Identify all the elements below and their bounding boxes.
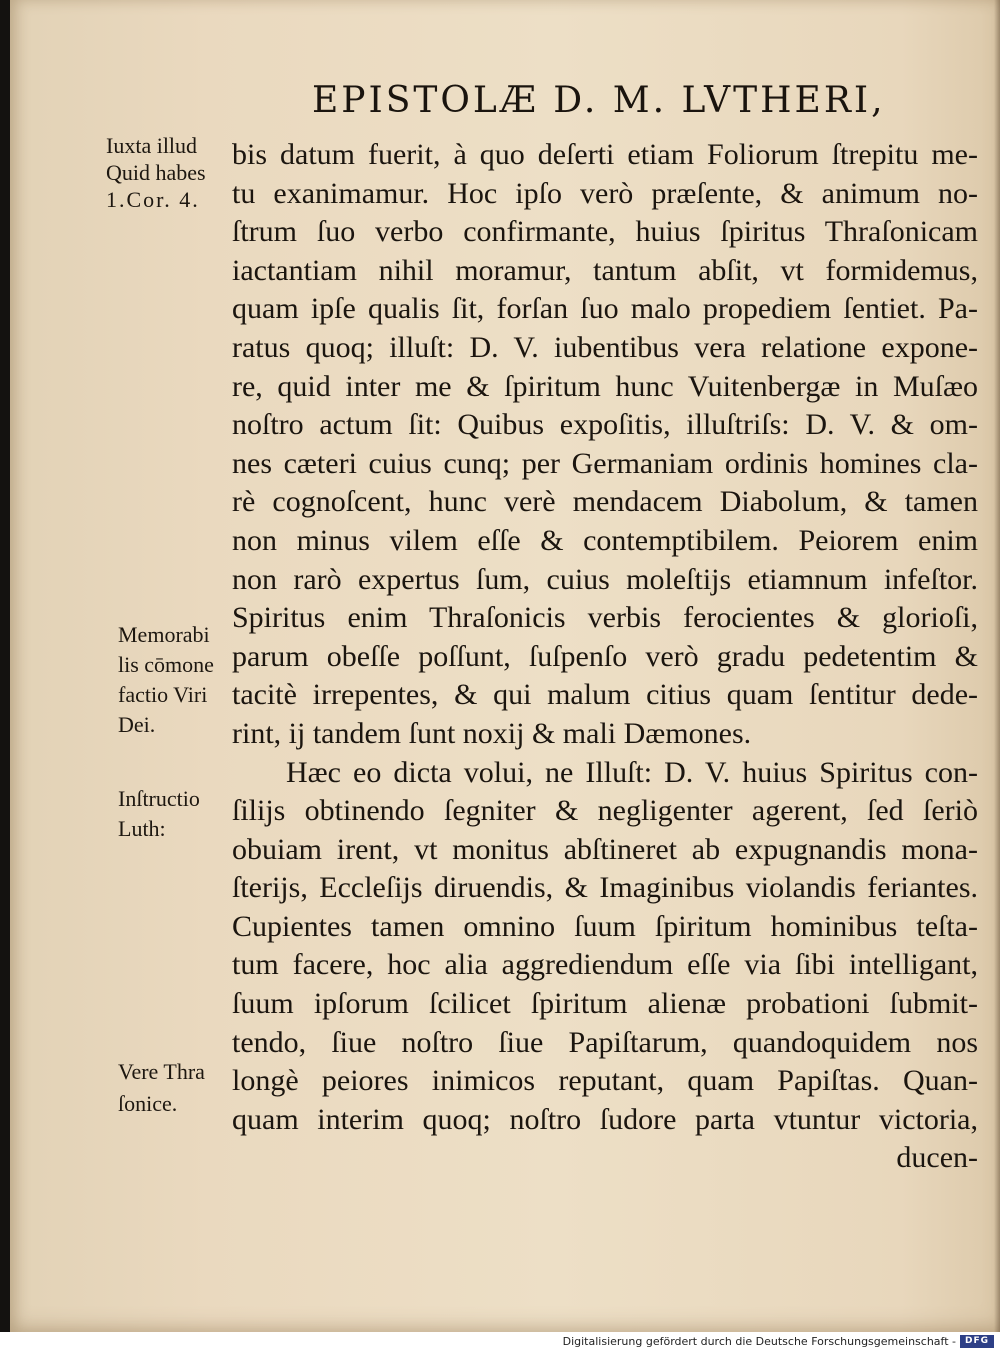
body-line: tendo, ſiue noſtro ſiue Papiſtarum, quandoquidem nos: [232, 1025, 978, 1059]
body-line-paragraph-start: Hæc eo dicta volui, ne Illuſt: D. V. huius Spiritus con-: [286, 755, 978, 789]
marginal-note-line: Memorabi: [118, 622, 210, 647]
body-line: ſilijs obtinendo ſegniter & negligenter agerent, ſed ſeriò: [232, 794, 978, 828]
body-line: ratus quoq; illuſt: D. V. iubentibus vera relatione expone-: [232, 330, 978, 364]
body-line: noſtro actum ſit: Quibus expoſitis, illuſtriſs: D. V. & om-: [232, 408, 978, 442]
marginal-note-vere-thrasonice: [118, 1056, 205, 1120]
marginal-note-line: Quid habes: [106, 160, 206, 185]
body-line: iactantiam nihil moramur, tantum abſit, vt formidemus,: [232, 253, 978, 287]
marginal-note-line: Iuxta illud: [106, 133, 198, 158]
body-line: nes cæteri cuius cunq; per Germaniam ordinis homines cla-: [232, 446, 978, 480]
digitization-footer: [0, 1332, 1000, 1352]
body-line: tum facere, hoc alia aggrediendum eſſe via ſibi intelligant,: [232, 948, 978, 982]
body-line: tu exanimamur. Hoc ipſo verò præſente, & animum no-: [232, 176, 978, 210]
running-head: EPISTOLÆ D. M. LVTHERI,: [312, 80, 886, 121]
body-line: Spiritus enim Thraſonicis verbis ferocientes & glorioſi,: [232, 601, 978, 635]
footer-credit: Digitalisierung gefördert durch die Deutsche Forschungsgemeinschaft -: [562, 1335, 956, 1348]
marginal-note-iuxta: [106, 132, 206, 213]
body-line: non minus vilem eſſe & contemptibilem. Peiorem enim: [232, 523, 978, 557]
page-edge-shadow: [994, 0, 1000, 1332]
marginal-note-instructio: [118, 784, 200, 844]
body-line: quam interim quoq; noſtro ſudore parta vtuntur victoria,: [232, 1102, 978, 1136]
marginal-note-line: Inſtructio: [118, 786, 200, 811]
body-line: ſuum ipſorum ſcilicet ſpiritum alienæ probationi ſubmit-: [232, 987, 978, 1021]
marginal-note-line: Vere Thra: [118, 1059, 205, 1084]
body-line: Cupientes tamen omnino ſuum ſpiritum hominibus teſta-: [232, 909, 978, 943]
body-line: obuiam irent, vt monitus abſtineret ab expugnandis mona-: [232, 832, 978, 866]
dfg-logo: DFG: [960, 1335, 994, 1348]
body-line: ſterijs, Eccleſijs diruendis, & Imaginibus violandis feriantes.: [232, 871, 978, 905]
marginal-note-line: ſonice.: [118, 1091, 178, 1116]
body-line: re, quid inter me & ſpiritum hunc Vuitenbergæ in Muſæo: [232, 369, 978, 403]
body-line: parum obeſſe poſſunt, ſuſpenſo verò gradu pedetentim &: [232, 639, 978, 673]
body-line-paragraph-end: rint, ij tandem ſunt noxij & mali Dæmones.: [232, 716, 752, 750]
body-text: [232, 136, 978, 1178]
marginal-note-memorabilis: [118, 620, 214, 740]
body-line: ſtrum ſuo verbo confirmante, huius ſpiritus Thraſonicam: [232, 215, 978, 249]
marginal-note-line: Dei.: [118, 712, 156, 737]
body-line: bis datum fuerit, à quo deſerti etiam Foliorum ſtrepitu me-: [232, 138, 978, 171]
body-line: quam ipſe qualis ſit, forſan ſuo malo propediem ſentiet. Pa-: [232, 292, 978, 326]
marginal-note-line: lis cōmone: [118, 652, 214, 677]
catchword: ducen-: [896, 1141, 978, 1175]
body-line: non rarò expertus ſum, cuius moleſtijs etiamnum infeſtor.: [232, 562, 978, 596]
body-line: tacitè irrepentes, & qui malum citius quam ſentitur dede-: [232, 678, 978, 712]
marginal-note-line: factio Viri: [118, 682, 208, 707]
marginal-note-line: 1.Cor. 4.: [106, 187, 200, 212]
body-line: rè cognoſcent, hunc verè mendacem Diabolum, & tamen: [232, 485, 978, 519]
body-line: longè peiores inimicos reputant, quam Papiſtas. Quan-: [232, 1064, 978, 1098]
marginal-note-line: Luth:: [118, 816, 166, 841]
